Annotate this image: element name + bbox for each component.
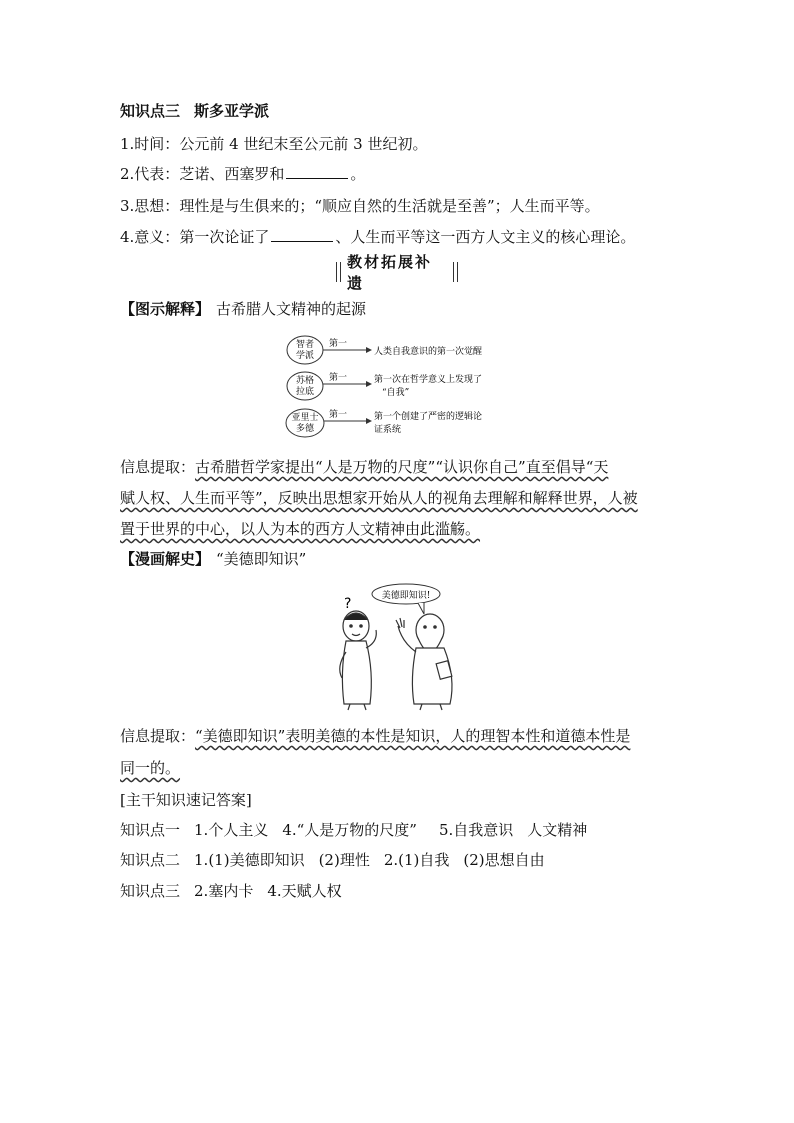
answer-item: 人文精神 <box>527 821 588 839</box>
speech-bubble-tail <box>418 603 424 614</box>
fill-blank <box>286 164 348 179</box>
banner-bar-right <box>453 262 458 282</box>
arrow-head <box>366 347 372 353</box>
info-label: 信息提取： <box>120 727 196 745</box>
old-man-figure <box>396 614 452 710</box>
answer-item: 1.(1)美德即知识 <box>194 851 305 869</box>
answer-item: 2.(1)自我 <box>383 851 450 869</box>
answer-item: 5.自我意识 <box>438 821 514 839</box>
fill-blank <box>271 227 333 242</box>
figure2-title: “美德即知识” <box>216 550 307 568</box>
section3-heading-title: 斯多亚学派 <box>194 102 270 120</box>
info-text: 古希腊哲学家提出“人是万物的尺度”“认识你自己”直至倡导“天 <box>195 458 609 476</box>
item-label: 4.意义： <box>120 228 180 246</box>
section3-item-representatives <box>120 164 365 184</box>
figure2-heading <box>120 549 306 569</box>
figure1-info-line3: 置于世界的中心，以人为本的西方人文精神由此滥觞。 <box>120 520 481 538</box>
figure1-heading <box>120 299 366 319</box>
young-man-figure <box>340 611 377 710</box>
item-text-after: 、人生而平等这一西方人文主义的核心理论。 <box>335 228 636 246</box>
info-text: “美德即知识”表明美德的本性是知识，人的理智本性和道德本性是 <box>195 727 631 745</box>
item-label: 2.代表： <box>120 165 180 183</box>
diagram-row <box>286 408 482 437</box>
node-line2: 学派 <box>295 351 315 361</box>
item-label: 1.时间： <box>120 135 180 153</box>
answer-item: 1.个人主义 <box>194 821 269 839</box>
answer-item: 2.塞内卡 <box>194 882 254 900</box>
banner-bar-left <box>336 262 341 282</box>
answer-item: (2)理性 <box>318 851 370 869</box>
answers-row-2 <box>120 850 545 870</box>
section3-item-thought <box>120 196 600 216</box>
node-line2: 拉底 <box>295 387 315 397</box>
answers-row-3 <box>120 881 342 901</box>
answer-label: 知识点一 <box>120 821 181 839</box>
answer-item: 4.天赋人权 <box>267 882 342 900</box>
item-text-before: 第一次论证了 <box>179 228 270 246</box>
info-label: 信息提取： <box>120 458 196 476</box>
section3-heading <box>120 101 269 121</box>
diagram-row <box>287 336 482 364</box>
item-end: 。 <box>350 165 366 183</box>
desc-line1: 第一次在哲学意义上发现了 <box>374 375 483 385</box>
figure1-tag: 【图示解释】 <box>120 300 211 318</box>
item-text: 芝诺、西塞罗和 <box>179 165 285 183</box>
item-text: 理性是与生俱来的；“顺应自然的生活就是至善”；人生而平等。 <box>179 197 600 215</box>
step-label: 第一 <box>328 373 348 383</box>
section3-heading-label: 知识点三 <box>120 102 181 120</box>
answer-label: 知识点三 <box>120 882 181 900</box>
step-label: 第一 <box>328 410 348 420</box>
answer-item: (2)思想自由 <box>463 851 545 869</box>
answers-row-1 <box>120 820 587 840</box>
figure1-info-line1 <box>120 457 608 477</box>
origin-diagram <box>284 334 524 444</box>
figure1-title: 古希腊人文精神的起源 <box>216 300 367 318</box>
desc-line2: “自我” <box>382 388 410 398</box>
figure1-info-line2: 赋人权、人生而平等”，反映出思想家开始从人的视角去理解和解释世界，人被 <box>120 489 638 507</box>
answers-heading: [主干知识速记答案] <box>120 791 252 809</box>
node-line1: 苏格 <box>295 376 315 386</box>
arrow-head <box>366 418 372 424</box>
banner-title: 教材拓展补遗 <box>346 253 432 292</box>
diagram-row <box>287 371 482 400</box>
cartoon-illustration <box>326 582 476 712</box>
node-line1: 亚里士 <box>291 413 319 423</box>
desc-line1: 第一个创建了严密的逻辑论 <box>374 412 483 422</box>
figure2-info-line1 <box>120 726 630 746</box>
answer-label: 知识点二 <box>120 851 181 869</box>
figure2-tag: 【漫画解史】 <box>120 550 211 568</box>
answer-item: 4.“人是万物的尺度” <box>282 821 417 839</box>
section3-item-significance <box>120 227 635 247</box>
bubble-text: 美德即知识! <box>381 591 431 601</box>
node-line1: 智者 <box>295 340 315 350</box>
section3-item-time <box>120 134 427 154</box>
arrow-head <box>366 381 372 387</box>
desc-line2: 证系统 <box>374 425 402 435</box>
section-banner <box>330 253 464 292</box>
step-label: 第一 <box>328 339 348 349</box>
item-label: 3.思想： <box>120 197 180 215</box>
desc-line1: 人类自我意识的第一次觉醒 <box>374 347 483 357</box>
item-text: 公元前 4 世纪末至公元前 3 世纪初。 <box>179 135 428 153</box>
figure2-info-line2: 同一的。 <box>120 759 181 777</box>
question-mark: ? <box>344 596 352 612</box>
node-line2: 多德 <box>295 424 315 434</box>
